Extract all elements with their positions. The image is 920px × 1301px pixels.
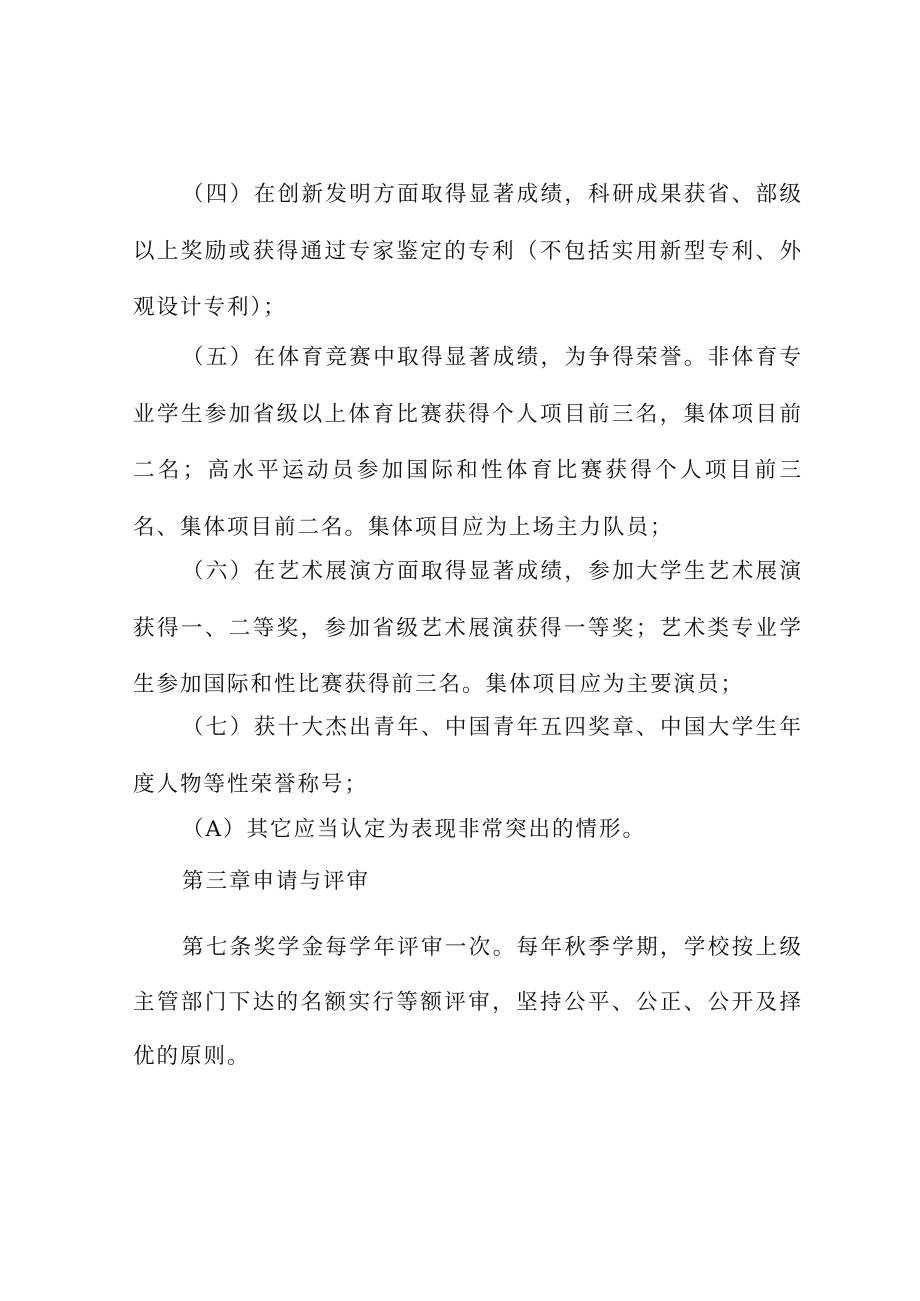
- chapter-heading: 第三章申请与评审: [182, 869, 371, 894]
- article-7-paragraph: 第七条奖学金每学年评审一次。每年秋季学期，学校按上级主管部门下达的名额实行等额评审，坚持公平、公正、公开及择优的原则。: [133, 935, 803, 1069]
- paragraph-item-6: （六）在艺术展演方面取得显著成绩，参加大学生艺术展演获得一、二等奖，参加省级艺术展演获得一等奖；艺术类专业学生参加国际和性比赛获得前三名。集体项目应为主要演员；: [133, 559, 803, 697]
- paragraph-item-5: （五）在体育竞赛中取得显著成绩，为争得荣誉。非体育专业学生参加省级以上体育比赛获得个人项目前三名，集体项目前二名；高水平运动员参加国际和性体育比赛获得个人项目前三名、集体项目前二名。集体项目应为上场主力队员；: [133, 345, 803, 540]
- paragraph-item-7: （七）获十大杰出青年、中国青年五四奖章、中国大学生年度人物等性荣誉称号；: [133, 715, 803, 797]
- paragraph-item-8: （A）其它应当认定为表现非常突出的情形。: [182, 817, 647, 842]
- paragraph-item-4: （四）在创新发明方面取得显著成绩，科研成果获省、部级以上奖励或获得通过专家鉴定的专利（不包括实用新型专利、外观设计专利）；: [133, 182, 803, 320]
